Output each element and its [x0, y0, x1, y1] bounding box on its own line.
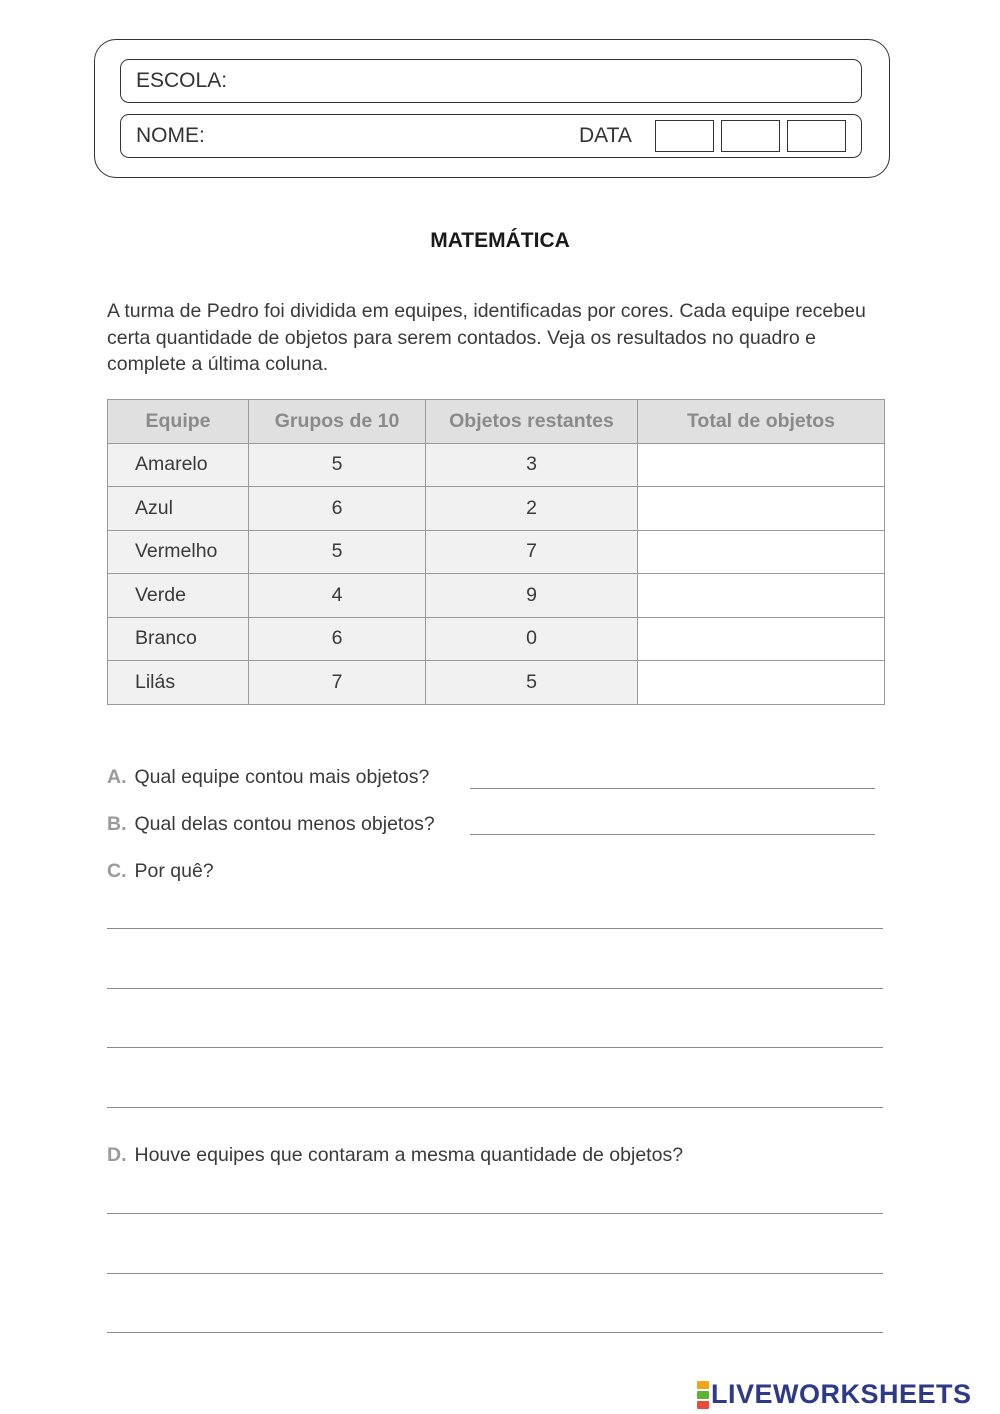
- answer-a-line[interactable]: [470, 788, 875, 789]
- question-c: [107, 860, 214, 883]
- question-b: [107, 813, 435, 836]
- groups-cell: 7: [249, 661, 426, 705]
- school-label: ESCOLA:: [136, 69, 228, 92]
- total-input-cell[interactable]: [638, 574, 885, 618]
- remaining-cell: 0: [426, 617, 638, 661]
- answer-d-line-1[interactable]: [107, 1213, 883, 1214]
- team-cell: Vermelho: [108, 530, 249, 574]
- team-cell: Lilás: [108, 661, 249, 705]
- total-input-cell[interactable]: [638, 443, 885, 487]
- date-day-box[interactable]: [655, 120, 714, 152]
- answer-b-line[interactable]: [470, 834, 875, 835]
- date-label: DATA: [579, 124, 632, 147]
- table-row: [108, 530, 885, 574]
- question-letter: A.: [107, 766, 127, 788]
- total-input-cell[interactable]: [638, 530, 885, 574]
- header-groups: Grupos de 10: [249, 400, 426, 444]
- header-total: Total de objetos: [638, 400, 885, 444]
- liveworksheets-logo: [697, 1379, 972, 1410]
- school-field[interactable]: [120, 59, 862, 103]
- answer-c-line-3[interactable]: [107, 1047, 883, 1048]
- name-field[interactable]: [120, 114, 862, 158]
- question-text: Qual delas contou menos objetos?: [134, 813, 435, 835]
- answer-c-line-1[interactable]: [107, 928, 883, 929]
- answer-d-line-2[interactable]: [107, 1273, 883, 1274]
- name-label: NOME:: [136, 124, 205, 147]
- question-letter: D.: [107, 1144, 127, 1166]
- question-text: Por quê?: [134, 860, 214, 882]
- remaining-cell: 7: [426, 530, 638, 574]
- table-row: [108, 617, 885, 661]
- total-input-cell[interactable]: [638, 661, 885, 705]
- intro-paragraph: A turma de Pedro foi dividida em equipes, identificadas por cores. Cada equipe recebeu certa quantidade de objetos para serem contados. Veja os resultados no quadro e complete a última coluna.: [107, 300, 866, 375]
- team-cell: Azul: [108, 487, 249, 531]
- answer-c-line-2[interactable]: [107, 988, 883, 989]
- page-title: MATEMÁTICA: [430, 229, 570, 252]
- results-table: [107, 399, 885, 705]
- team-cell: Verde: [108, 574, 249, 618]
- team-cell: Amarelo: [108, 443, 249, 487]
- groups-cell: 5: [249, 530, 426, 574]
- remaining-cell: 3: [426, 443, 638, 487]
- question-a: [107, 766, 429, 789]
- table-row: [108, 574, 885, 618]
- date-year-box[interactable]: [787, 120, 846, 152]
- header-remaining: Objetos restantes: [426, 400, 638, 444]
- question-letter: B.: [107, 813, 127, 835]
- date-month-box[interactable]: [721, 120, 780, 152]
- table-row: [108, 661, 885, 705]
- question-letter: C.: [107, 860, 127, 882]
- remaining-cell: 2: [426, 487, 638, 531]
- question-text: Houve equipes que contaram a mesma quantidade de objetos?: [134, 1144, 684, 1166]
- logo-text: LIVEWORKSHEETS: [711, 1379, 972, 1409]
- total-input-cell[interactable]: [638, 617, 885, 661]
- table-row: [108, 487, 885, 531]
- answer-c-line-4[interactable]: [107, 1107, 883, 1108]
- header-team: Equipe: [108, 400, 249, 444]
- table-header-row: [108, 400, 885, 444]
- groups-cell: 6: [249, 617, 426, 661]
- team-cell: Branco: [108, 617, 249, 661]
- question-d: [107, 1144, 683, 1167]
- question-text: Qual equipe contou mais objetos?: [134, 766, 430, 788]
- groups-cell: 6: [249, 487, 426, 531]
- logo-mark-icon: [697, 1380, 709, 1410]
- table-row: [108, 443, 885, 487]
- groups-cell: 4: [249, 574, 426, 618]
- remaining-cell: 5: [426, 661, 638, 705]
- remaining-cell: 9: [426, 574, 638, 618]
- total-input-cell[interactable]: [638, 487, 885, 531]
- answer-d-line-3[interactable]: [107, 1332, 883, 1333]
- groups-cell: 5: [249, 443, 426, 487]
